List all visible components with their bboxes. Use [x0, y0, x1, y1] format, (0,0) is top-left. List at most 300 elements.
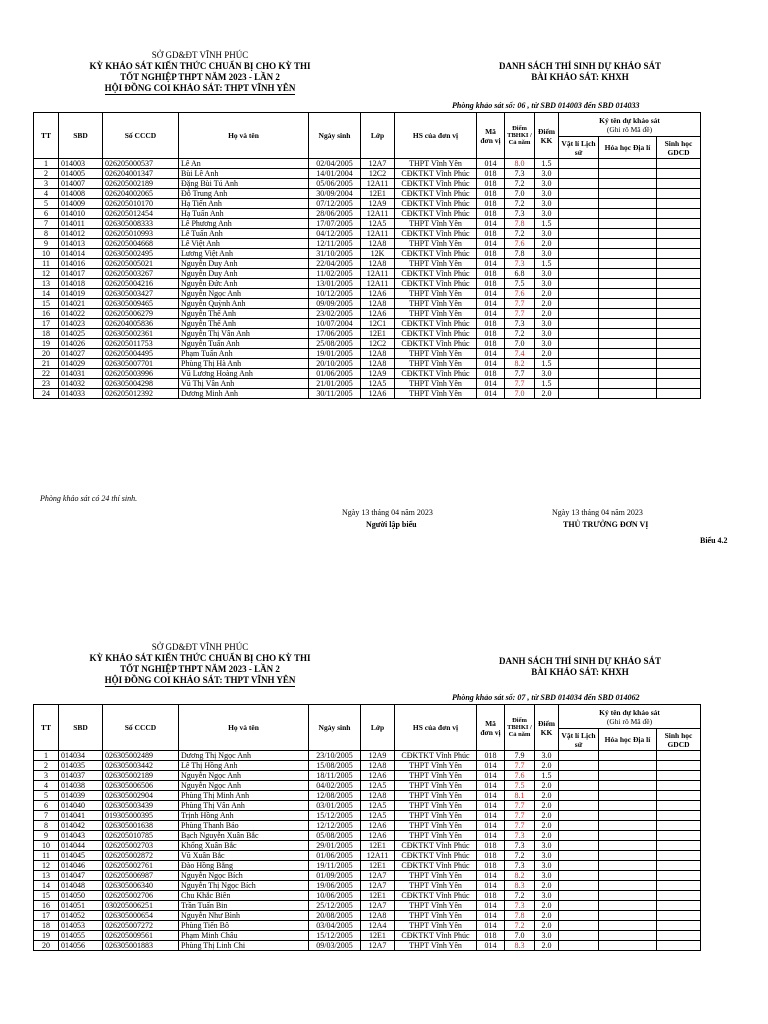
- cell-school: THPT Vĩnh Yên: [395, 791, 477, 801]
- cell-tt: 7: [34, 811, 59, 821]
- cell-score: 7.7: [505, 369, 535, 379]
- cell-unit: 014: [477, 389, 505, 399]
- cell-cccd: 026305006340: [103, 881, 179, 891]
- sign-cell[interactable]: [559, 339, 599, 349]
- cell-class: 12A9: [361, 199, 395, 209]
- cell-sbd: 014016: [59, 259, 103, 269]
- cell-class: 12C2: [361, 339, 395, 349]
- cell-kk: 3.0: [535, 339, 559, 349]
- cell-school: THPT Vĩnh Yên: [395, 389, 477, 399]
- cell-class: 12A9: [361, 751, 395, 761]
- cell-tt: 18: [34, 921, 59, 931]
- cell-school: THPT Vĩnh Yên: [395, 801, 477, 811]
- cell-dob: 19/06/2005: [309, 881, 361, 891]
- cell-sbd: 014013: [59, 239, 103, 249]
- cell-score: 7.0: [505, 339, 535, 349]
- cell-name: Nguyễn Như Bình: [179, 911, 309, 921]
- sign-cell[interactable]: [559, 931, 599, 941]
- cell-score: 7.8: [505, 911, 535, 921]
- sign-cell[interactable]: [559, 921, 599, 931]
- sign-cell[interactable]: [559, 189, 599, 199]
- list-title: DANH SÁCH THÍ SINH DỰ KHẢO SÁT: [498, 61, 662, 71]
- cell-dob: 15/12/2005: [309, 811, 361, 821]
- sign-cell[interactable]: [599, 811, 657, 821]
- sign-cell[interactable]: [657, 821, 701, 831]
- cell-name: Nguyễn Duy Anh: [179, 269, 309, 279]
- sign-cell[interactable]: [657, 921, 701, 931]
- cell-class: 12A6: [361, 289, 395, 299]
- cell-score: 8.1: [505, 791, 535, 801]
- col-class: Lớp: [361, 113, 395, 159]
- cell-cccd: 026305006506: [103, 781, 179, 791]
- cell-unit: 014: [477, 831, 505, 841]
- sign-cell[interactable]: [657, 771, 701, 781]
- table-row: [34, 861, 701, 871]
- table-row: [34, 289, 701, 299]
- sign-cell[interactable]: [599, 931, 657, 941]
- cell-unit: 014: [477, 881, 505, 891]
- sign-cell[interactable]: [559, 219, 599, 229]
- cell-name: Vũ Xuân Bắc: [179, 851, 309, 861]
- cell-score: 7.3: [505, 259, 535, 269]
- cell-sbd: 014014: [59, 249, 103, 259]
- sign-cell[interactable]: [559, 349, 599, 359]
- cell-name: Phùng Thị Minh Anh: [179, 791, 309, 801]
- table-row: [34, 841, 701, 851]
- cell-class: 12A5: [361, 811, 395, 821]
- cell-dob: 04/12/2005: [309, 229, 361, 239]
- sign-cell[interactable]: [599, 339, 657, 349]
- cell-sbd: 014050: [59, 891, 103, 901]
- sign-cell[interactable]: [559, 771, 599, 781]
- cell-tt: 23: [34, 379, 59, 389]
- cell-dob: 19/01/2005: [309, 349, 361, 359]
- cell-sbd: 014008: [59, 189, 103, 199]
- cell-tt: 9: [34, 831, 59, 841]
- cell-class: 12A8: [361, 349, 395, 359]
- sign-cell[interactable]: [559, 329, 599, 339]
- cell-dob: 25/12/2005: [309, 901, 361, 911]
- cell-tt: 3: [34, 179, 59, 189]
- cell-score: 7.9: [505, 751, 535, 761]
- cell-sbd: 014007: [59, 179, 103, 189]
- sign-cell[interactable]: [657, 219, 701, 229]
- cell-tt: 11: [34, 851, 59, 861]
- cell-class: 12E1: [361, 861, 395, 871]
- table-row: [34, 219, 701, 229]
- cell-sbd: 014012: [59, 229, 103, 239]
- cell-class: 12A11: [361, 851, 395, 861]
- cell-sbd: 014027: [59, 349, 103, 359]
- sign-cell[interactable]: [657, 811, 701, 821]
- table-row: [34, 851, 701, 861]
- cell-school: THPT Vĩnh Yên: [395, 219, 477, 229]
- cell-tt: 6: [34, 209, 59, 219]
- room-info-2: Phòng khảo sát số: 07 , từ SBD 014034 đến SBD 014062: [452, 693, 640, 702]
- cell-school: CĐKTKT Vĩnh Phúc: [395, 931, 477, 941]
- cell-cccd: 026205006279: [103, 309, 179, 319]
- cell-tt: 15: [34, 891, 59, 901]
- cell-score: 7.5: [505, 279, 535, 289]
- sign-cell[interactable]: [559, 801, 599, 811]
- sign-cell[interactable]: [657, 801, 701, 811]
- sign-cell[interactable]: [599, 309, 657, 319]
- cell-cccd: 026305009465: [103, 299, 179, 309]
- cell-unit: 014: [477, 289, 505, 299]
- col-sign: [559, 705, 701, 729]
- cell-cccd: 026205012392: [103, 389, 179, 399]
- sign-cell[interactable]: [657, 199, 701, 209]
- sign-cell[interactable]: [559, 229, 599, 239]
- sign-cell[interactable]: [599, 319, 657, 329]
- sign-cell[interactable]: [599, 761, 657, 771]
- cell-unit: 014: [477, 219, 505, 229]
- cell-unit: 014: [477, 359, 505, 369]
- cell-school: THPT Vĩnh Yên: [395, 299, 477, 309]
- sign-cell[interactable]: [559, 199, 599, 209]
- sign-cell[interactable]: [559, 209, 599, 219]
- sign-cell[interactable]: [657, 851, 701, 861]
- candidate-table-2: [33, 704, 701, 951]
- cell-class: 12A8: [361, 259, 395, 269]
- signer-left: Người lập biểu: [366, 520, 417, 529]
- cell-cccd: 026305003442: [103, 761, 179, 771]
- sign-cell[interactable]: [599, 259, 657, 269]
- sign-cell[interactable]: [657, 189, 701, 199]
- sign-cell[interactable]: [559, 309, 599, 319]
- sign-cell[interactable]: [599, 851, 657, 861]
- sign-cell[interactable]: [599, 921, 657, 931]
- sign-cell[interactable]: [599, 349, 657, 359]
- sign-cell[interactable]: [599, 229, 657, 239]
- cell-school: CĐKTKT Vĩnh Phúc: [395, 249, 477, 259]
- cell-sbd: 014047: [59, 871, 103, 881]
- sign-cell[interactable]: [657, 891, 701, 901]
- sign-cell[interactable]: [559, 379, 599, 389]
- cell-tt: 7: [34, 219, 59, 229]
- cell-sbd: 014044: [59, 841, 103, 851]
- sign-cell[interactable]: [657, 249, 701, 259]
- sign-cell[interactable]: [657, 831, 701, 841]
- cell-cccd: 026305008333: [103, 219, 179, 229]
- sign-cell[interactable]: [657, 781, 701, 791]
- cell-sbd: 014038: [59, 781, 103, 791]
- sign-cell[interactable]: [559, 259, 599, 269]
- cell-cccd: 026205012454: [103, 209, 179, 219]
- table-row: [34, 269, 701, 279]
- sign-cell[interactable]: [559, 881, 599, 891]
- cell-school: THPT Vĩnh Yên: [395, 771, 477, 781]
- sign-cell[interactable]: [657, 379, 701, 389]
- cell-tt: 2: [34, 761, 59, 771]
- cell-dob: 15/08/2005: [309, 761, 361, 771]
- cell-score: 7.2: [505, 199, 535, 209]
- cell-score: 6.8: [505, 269, 535, 279]
- sign-cell[interactable]: [559, 299, 599, 309]
- sign-cell[interactable]: [657, 309, 701, 319]
- cell-score: 7.2: [505, 179, 535, 189]
- sign-cell[interactable]: [599, 791, 657, 801]
- sign-cell[interactable]: [559, 811, 599, 821]
- sign-cell[interactable]: [599, 189, 657, 199]
- cell-tt: 1: [34, 751, 59, 761]
- cell-school: CĐKTKT Vĩnh Phúc: [395, 209, 477, 219]
- sign-cell[interactable]: [657, 209, 701, 219]
- sign-cell[interactable]: [559, 781, 599, 791]
- sign-cell[interactable]: [657, 751, 701, 761]
- table-row: [34, 339, 701, 349]
- cell-school: CĐKTKT Vĩnh Phúc: [395, 891, 477, 901]
- sign-cell[interactable]: [599, 841, 657, 851]
- sign-cell[interactable]: [657, 911, 701, 921]
- cell-school: CĐKTKT Vĩnh Phúc: [395, 229, 477, 239]
- cell-unit: 014: [477, 239, 505, 249]
- sign-title: Ký tên dự khảo sát: [599, 115, 660, 125]
- sign-cell[interactable]: [559, 369, 599, 379]
- sign-cell[interactable]: [657, 941, 701, 951]
- sign-cell[interactable]: [657, 339, 701, 349]
- exam-line-2: TỐT NGHIỆP THPT NĂM 2023 - LẦN 2: [120, 664, 280, 674]
- cell-kk: 2.0: [535, 299, 559, 309]
- sign-cell[interactable]: [599, 199, 657, 209]
- cell-kk: 3.0: [535, 861, 559, 871]
- cell-class: 12C1: [361, 319, 395, 329]
- cell-name: Nguyễn Duy Anh: [179, 259, 309, 269]
- cell-sbd: 014019: [59, 289, 103, 299]
- sign-cell[interactable]: [559, 159, 599, 169]
- cell-unit: 014: [477, 801, 505, 811]
- sign-cell[interactable]: [657, 761, 701, 771]
- cell-school: CĐKTKT Vĩnh Phúc: [395, 319, 477, 329]
- sign-cell[interactable]: [559, 169, 599, 179]
- sign-cell[interactable]: [657, 329, 701, 339]
- cell-name: Trịnh Hồng Anh: [179, 811, 309, 821]
- sign-cell[interactable]: [657, 269, 701, 279]
- sign-cell[interactable]: [657, 871, 701, 881]
- cell-class: 12A6: [361, 309, 395, 319]
- sign-cell[interactable]: [559, 821, 599, 831]
- sign-cell[interactable]: [657, 389, 701, 399]
- sign-cell[interactable]: [657, 359, 701, 369]
- sign-cell[interactable]: [599, 289, 657, 299]
- cell-tt: 21: [34, 359, 59, 369]
- sign-cell[interactable]: [657, 901, 701, 911]
- col-kk: Điểm KK: [535, 113, 559, 159]
- cell-dob: 21/01/2005: [309, 379, 361, 389]
- cell-dob: 09/09/2005: [309, 299, 361, 309]
- cell-sbd: 014033: [59, 389, 103, 399]
- cell-dob: 17/06/2005: [309, 329, 361, 339]
- cell-name: Lương Việt Anh: [179, 249, 309, 259]
- cell-school: THPT Vĩnh Yên: [395, 239, 477, 249]
- cell-sbd: 014023: [59, 319, 103, 329]
- table-row: [34, 761, 701, 771]
- sign-cell[interactable]: [559, 279, 599, 289]
- sign-cell[interactable]: [559, 389, 599, 399]
- cell-tt: 19: [34, 339, 59, 349]
- cell-score: 7.7: [505, 801, 535, 811]
- cell-kk: 3.0: [535, 891, 559, 901]
- sign-cell[interactable]: [599, 179, 657, 189]
- sign-cell[interactable]: [559, 861, 599, 871]
- sign-cell[interactable]: [657, 861, 701, 871]
- sign-cell[interactable]: [657, 369, 701, 379]
- cell-score: 8.3: [505, 941, 535, 951]
- sign-cell[interactable]: [599, 269, 657, 279]
- sign-cell[interactable]: [599, 771, 657, 781]
- cell-tt: 24: [34, 389, 59, 399]
- cell-school: THPT Vĩnh Yên: [395, 821, 477, 831]
- cell-score: 7.3: [505, 169, 535, 179]
- sign-cell[interactable]: [559, 761, 599, 771]
- sign-cell[interactable]: [599, 219, 657, 229]
- cell-tt: 4: [34, 781, 59, 791]
- sign-cell[interactable]: [599, 781, 657, 791]
- sign-cell[interactable]: [559, 901, 599, 911]
- sign-cell[interactable]: [559, 791, 599, 801]
- sign-cell[interactable]: [657, 349, 701, 359]
- sign-cell[interactable]: [657, 319, 701, 329]
- cell-score: 7.2: [505, 329, 535, 339]
- cell-unit: 018: [477, 319, 505, 329]
- cell-school: THPT Vĩnh Yên: [395, 159, 477, 169]
- sign-cell[interactable]: [657, 179, 701, 189]
- sign-cell[interactable]: [657, 279, 701, 289]
- sign-cell[interactable]: [657, 259, 701, 269]
- sign-cell[interactable]: [599, 329, 657, 339]
- cell-sbd: 014032: [59, 379, 103, 389]
- sign-cell[interactable]: [657, 931, 701, 941]
- sign-note: (Ghi rõ Mã đề): [606, 124, 653, 134]
- table-row: [34, 811, 701, 821]
- sign-cell[interactable]: [599, 941, 657, 951]
- col-cccd: Số CCCD: [103, 113, 179, 159]
- cell-score: 7.3: [505, 841, 535, 851]
- cell-sbd: 014005: [59, 169, 103, 179]
- sign-cell[interactable]: [559, 269, 599, 279]
- cell-kk: 2.0: [535, 791, 559, 801]
- sign-cell[interactable]: [559, 891, 599, 901]
- sign-cell[interactable]: [559, 911, 599, 921]
- sign-cell[interactable]: [599, 169, 657, 179]
- cell-school: THPT Vĩnh Yên: [395, 781, 477, 791]
- col-name: Họ và tên: [179, 113, 309, 159]
- sign-cell[interactable]: [657, 239, 701, 249]
- sign-cell[interactable]: [599, 801, 657, 811]
- sign-cell[interactable]: [599, 911, 657, 921]
- sign-cell[interactable]: [657, 159, 701, 169]
- cell-unit: 014: [477, 159, 505, 169]
- cell-dob: 28/06/2005: [309, 209, 361, 219]
- table-row: [34, 329, 701, 339]
- cell-cccd: 026205010785: [103, 831, 179, 841]
- cell-kk: 1.5: [535, 219, 559, 229]
- cell-kk: 3.0: [535, 189, 559, 199]
- sign-cell[interactable]: [599, 159, 657, 169]
- sign-cell[interactable]: [657, 791, 701, 801]
- sign-cell[interactable]: [559, 359, 599, 369]
- sign-cell[interactable]: [559, 831, 599, 841]
- sign-cell[interactable]: [599, 359, 657, 369]
- sign-cell[interactable]: [599, 831, 657, 841]
- sign-cell[interactable]: [657, 881, 701, 891]
- cell-kk: 2.0: [535, 921, 559, 931]
- cell-kk: 3.0: [535, 169, 559, 179]
- sign-cell[interactable]: [599, 369, 657, 379]
- sign-cell[interactable]: [559, 179, 599, 189]
- cell-score: 7.7: [505, 299, 535, 309]
- sign-cell[interactable]: [599, 249, 657, 259]
- cell-name: Trần Tuấn Bin: [179, 901, 309, 911]
- cell-dob: 03/04/2005: [309, 921, 361, 931]
- cell-kk: 1.5: [535, 771, 559, 781]
- cell-unit: 018: [477, 169, 505, 179]
- cell-dob: 23/10/2005: [309, 751, 361, 761]
- sign-cell[interactable]: [559, 871, 599, 881]
- sign-cell[interactable]: [599, 861, 657, 871]
- col-school: HS của đơn vị: [395, 705, 477, 751]
- sign-cell[interactable]: [599, 389, 657, 399]
- table-row: [34, 379, 701, 389]
- sign-cell[interactable]: [657, 841, 701, 851]
- cell-school: THPT Vĩnh Yên: [395, 831, 477, 841]
- sign-cell[interactable]: [599, 239, 657, 249]
- cell-dob: 04/02/2005: [309, 781, 361, 791]
- sign-cell[interactable]: [559, 289, 599, 299]
- sign-cell[interactable]: [657, 299, 701, 309]
- cell-sbd: 014035: [59, 761, 103, 771]
- col-sbd: SBD: [59, 113, 103, 159]
- sign-cell[interactable]: [657, 169, 701, 179]
- sign-cell[interactable]: [599, 871, 657, 881]
- col-tt: TT: [34, 705, 59, 751]
- sign-cell[interactable]: [559, 751, 599, 761]
- col-sign: [559, 113, 701, 137]
- sign-cell[interactable]: [599, 881, 657, 891]
- sign-cell[interactable]: [559, 249, 599, 259]
- sign-cell[interactable]: [599, 751, 657, 761]
- cell-dob: 14/01/2004: [309, 169, 361, 179]
- sign-cell[interactable]: [599, 209, 657, 219]
- cell-school: CĐKTKT Vĩnh Phúc: [395, 189, 477, 199]
- table-row: [34, 871, 701, 881]
- sign-cell[interactable]: [599, 279, 657, 289]
- sign-cell[interactable]: [599, 299, 657, 309]
- cell-cccd: 026205002189: [103, 179, 179, 189]
- sign-cell[interactable]: [559, 239, 599, 249]
- sign-cell[interactable]: [599, 901, 657, 911]
- header-left-2: [60, 642, 340, 687]
- cell-tt: 9: [34, 239, 59, 249]
- cell-school: THPT Vĩnh Yên: [395, 911, 477, 921]
- cell-unit: 014: [477, 349, 505, 359]
- sign-cell[interactable]: [657, 229, 701, 239]
- sign-cell[interactable]: [559, 941, 599, 951]
- cell-unit: 018: [477, 861, 505, 871]
- cell-unit: 018: [477, 931, 505, 941]
- sign-cell[interactable]: [599, 891, 657, 901]
- cell-cccd: 026205003267: [103, 269, 179, 279]
- sign-cell[interactable]: [657, 289, 701, 299]
- sign-cell[interactable]: [559, 319, 599, 329]
- col-sub2: Hóa học Địa lí: [599, 729, 657, 751]
- sign-cell[interactable]: [559, 851, 599, 861]
- sign-cell[interactable]: [559, 841, 599, 851]
- sign-cell[interactable]: [599, 379, 657, 389]
- cell-cccd: 026205007272: [103, 921, 179, 931]
- cell-dob: 01/06/2005: [309, 851, 361, 861]
- sign-cell[interactable]: [599, 821, 657, 831]
